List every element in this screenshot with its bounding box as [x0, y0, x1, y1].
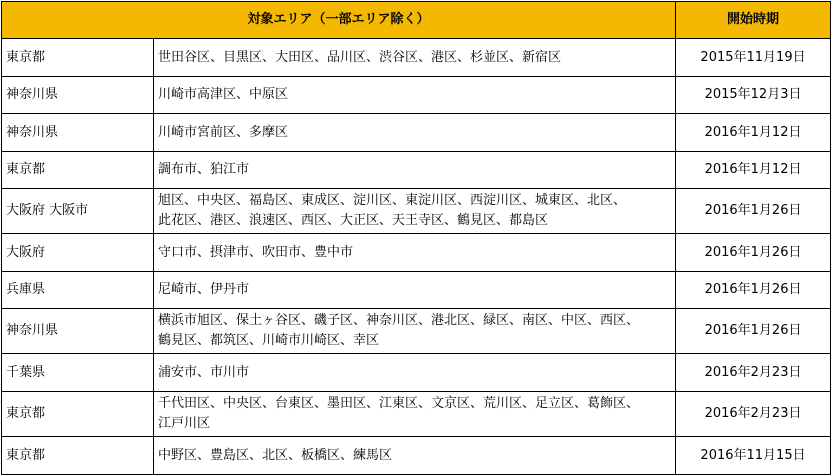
- table-row: [2, 152, 831, 189]
- prefecture-cell: 神奈川県: [2, 114, 154, 152]
- area-line: 中野区、豊島区、北区、板橋区、練馬区: [158, 447, 393, 463]
- start-date-cell: 2016年2月23日: [676, 354, 831, 392]
- prefecture-cell: 東京都: [2, 392, 154, 437]
- table-row: [2, 392, 831, 437]
- table-body: [2, 39, 831, 475]
- table-header-row: [2, 2, 831, 39]
- target-area-cell: [154, 234, 676, 272]
- target-area-cell: [154, 392, 676, 437]
- area-line: 川崎市高津区、中原区: [158, 87, 289, 102]
- area-line: 旭区、中央区、福島区、東成区、淀川区、東淀川区、西淀川区、城東区、北区、: [158, 193, 627, 208]
- prefecture-cell: 東京都: [2, 39, 154, 77]
- table-row: [2, 272, 831, 309]
- prefecture-cell: 大阪府: [2, 234, 154, 272]
- target-area-cell: [154, 39, 676, 77]
- target-area-cell: [154, 189, 676, 234]
- header-start-date: 開始時期: [676, 2, 831, 39]
- start-date-cell: 2016年1月12日: [676, 152, 831, 189]
- target-area-cell: [154, 77, 676, 114]
- start-date-cell: 2015年11月19日: [676, 39, 831, 77]
- table-row: [2, 234, 831, 272]
- start-date-cell: 2015年12月3日: [676, 77, 831, 114]
- table-row: [2, 77, 831, 114]
- area-line: 横浜市旭区、保土ヶ谷区、磯子区、神奈川区、港北区、緑区、南区、中区、西区、: [158, 313, 640, 328]
- prefecture-cell: 東京都: [2, 152, 154, 189]
- target-area-cell: [154, 309, 676, 354]
- target-area-cell: [154, 152, 676, 189]
- prefecture-cell: 兵庫県: [2, 272, 154, 309]
- start-date-cell: 2016年1月26日: [676, 189, 831, 234]
- area-line: 鶴見区、都筑区、川崎市川崎区、幸区: [158, 333, 380, 348]
- area-line: 守口市、摂津市、吹田市、豊中市: [158, 244, 354, 260]
- area-line: 江戸川区: [158, 416, 211, 431]
- table-row: [2, 39, 831, 77]
- table-row: [2, 309, 831, 354]
- target-area-cell: [154, 272, 676, 309]
- area-line: 此花区、港区、浪速区、西区、大正区、天王寺区、鶴見区、都島区: [158, 213, 549, 228]
- start-date-cell: 2016年1月26日: [676, 272, 831, 309]
- area-line: 川崎市宮前区、多摩区: [158, 124, 289, 140]
- start-date-cell: 2016年1月26日: [676, 309, 831, 354]
- start-date-cell: 2016年1月26日: [676, 234, 831, 272]
- target-area-cell: [154, 437, 676, 475]
- header-target-area: 対象エリア（一部エリア除く）: [2, 2, 676, 39]
- area-line: 浦安市、市川市: [158, 364, 250, 380]
- start-date-cell: 2016年1月12日: [676, 114, 831, 152]
- table-row: [2, 437, 831, 475]
- table-row: [2, 354, 831, 392]
- target-area-cell: [154, 114, 676, 152]
- prefecture-cell: 神奈川県: [2, 77, 154, 114]
- area-schedule-table: [1, 1, 831, 475]
- area-line: 尼崎市、伊丹市: [158, 282, 250, 297]
- prefecture-cell: 神奈川県: [2, 309, 154, 354]
- area-line: 世田谷区、目黒区、大田区、品川区、渋谷区、港区、杉並区、新宿区: [158, 49, 562, 65]
- prefecture-cell: 東京都: [2, 437, 154, 475]
- prefecture-cell: 大阪府 大阪市: [2, 189, 154, 234]
- table-row: [2, 114, 831, 152]
- area-line: 調布市、狛江市: [158, 162, 250, 177]
- prefecture-cell: 千葉県: [2, 354, 154, 392]
- start-date-cell: 2016年11月15日: [676, 437, 831, 475]
- target-area-cell: [154, 354, 676, 392]
- table-row: [2, 189, 831, 234]
- start-date-cell: 2016年2月23日: [676, 392, 831, 437]
- area-line: 千代田区、中央区、台東区、墨田区、江東区、文京区、荒川区、足立区、葛飾区、: [158, 396, 640, 411]
